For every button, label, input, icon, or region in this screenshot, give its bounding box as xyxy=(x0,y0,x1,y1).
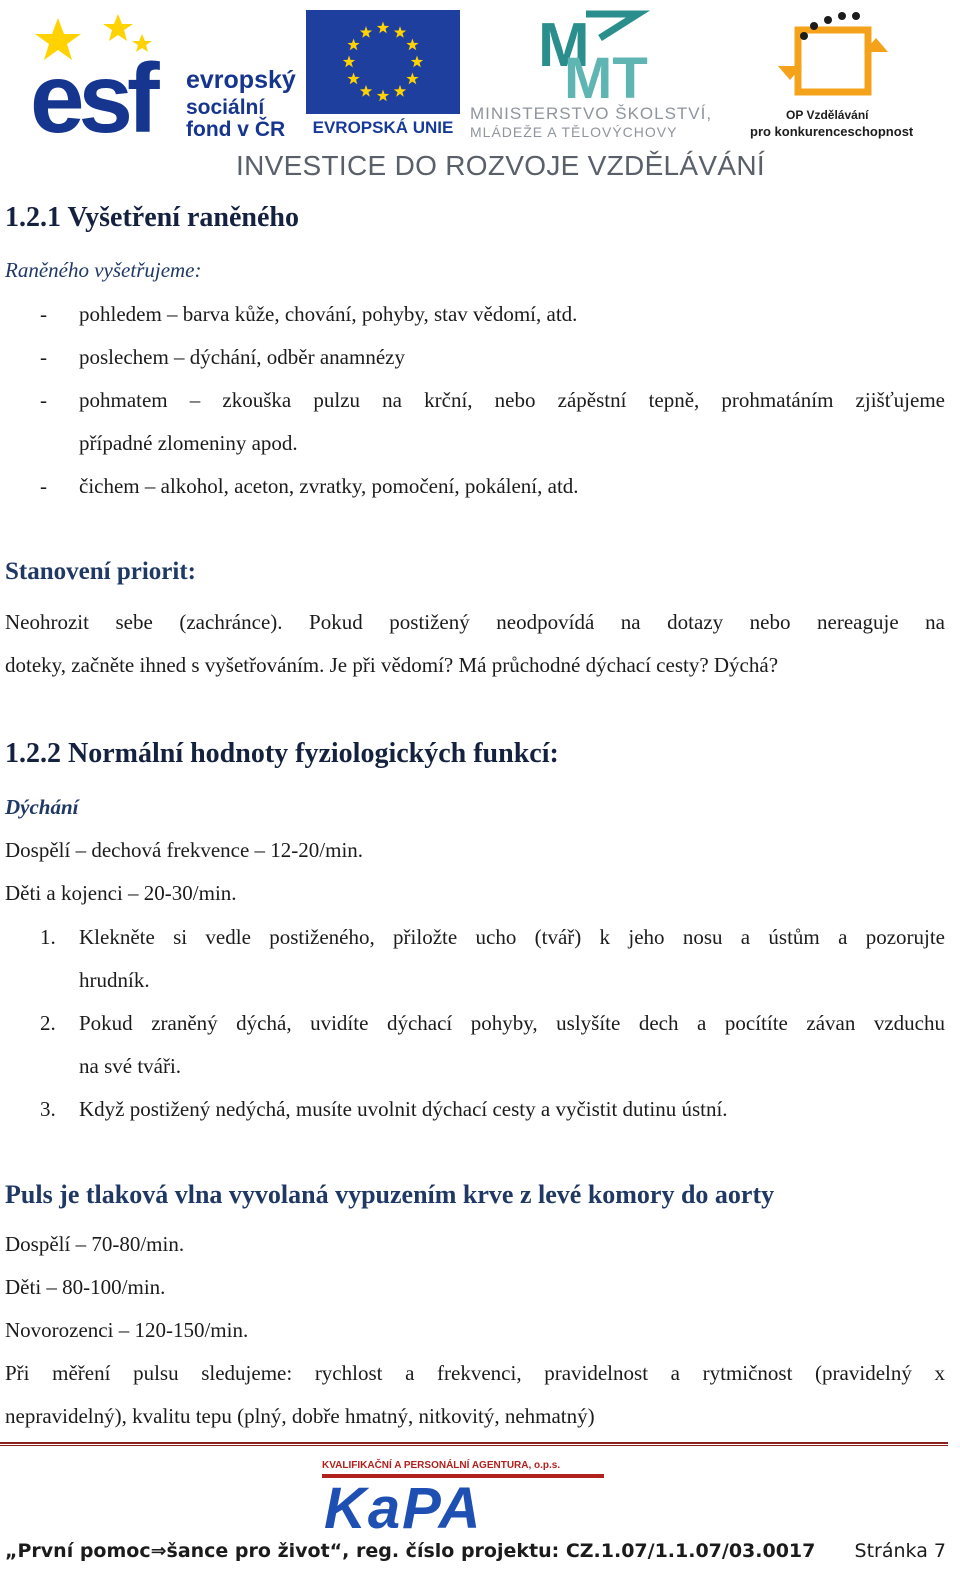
eu-flag-icon xyxy=(306,10,460,114)
priorities-line-1: Neohrozit sebe (zachránce). Pokud postižený neodpovídá na dotazy nebo nereaguje na xyxy=(5,610,945,634)
step-1-line-1: Klekněte si vedle postiženého, přiložte ucho (tvář) k jeho nosu a ústům a pozorujte xyxy=(79,925,945,949)
msmt-line-1: MINISTERSTVO ŠKOLSTVÍ, xyxy=(470,104,713,123)
step-1-line-2: hrudník. xyxy=(79,968,150,992)
step-number: 3. xyxy=(40,1097,56,1121)
step-2-line-1: Pokud zraněný dýchá, uvidíte dýchací pohyby, uslyšíte dech a pocítíte závan vzduchu xyxy=(79,1011,945,1035)
op-mark-icon xyxy=(748,8,950,108)
footer-project-info xyxy=(5,1540,815,1562)
esf-word-1: evropský xyxy=(186,66,296,94)
msmt-logo xyxy=(468,8,740,138)
pulse-newborns: Novorozenci – 120-150/min. xyxy=(5,1318,249,1342)
bullet-dash: - xyxy=(40,345,47,369)
bullet-4-text: čichem – alkohol, aceton, zvratky, pomočení, pokálení, atd. xyxy=(79,474,579,498)
eu-logo xyxy=(306,10,460,138)
svg-text:M: M xyxy=(538,11,590,80)
bullet-dash: - xyxy=(40,302,47,326)
msmt-line-2: MLÁDEŽE A TĚLOVÝCHOVY xyxy=(470,124,678,140)
kapa-caption: KVALIFIKAČNÍ A PERSONÁLNÍ AGENTURA, o.p.s. xyxy=(322,1460,561,1471)
bullet-3-line-2: případné zlomeniny apod. xyxy=(79,431,298,455)
msmt-mark-icon xyxy=(468,8,740,104)
page-number: Stránka 7 xyxy=(854,1540,946,1562)
bullet-2-text: poslechem – dýchání, odběr anamnézy xyxy=(79,345,405,369)
step-2-line-2: na své tváři. xyxy=(79,1054,182,1078)
section-2-title: 1.2.2 Normální hodnoty fyziologických funkcí: xyxy=(5,738,559,769)
esf-mark-icon xyxy=(30,8,160,138)
footer-title: „První pomoc xyxy=(5,1540,151,1562)
bullet-3-line-1: pohmatem – zkouška pulzu na krční, nebo zápěstní tepně, prohmatáním zjišťujeme xyxy=(79,388,945,412)
pulse-line-1: Při měření pulsu sledujeme: rychlost a frekvenci, pravidelnost a rytmičnost (pravidelný x xyxy=(5,1361,945,1385)
esf-word-2: sociální xyxy=(186,96,265,119)
breathing-adults: Dospělí – dechová frekvence – 12-20/min. xyxy=(5,838,364,862)
pulse-title: Puls je tlaková vlna vyvolaná vypuzením krve z levé komory do aorty xyxy=(5,1180,775,1209)
step-number: 1. xyxy=(40,925,56,949)
investice-banner: INVESTICE DO ROZVOJE VZDĚLÁVÁNÍ xyxy=(236,150,765,181)
bullet-1-text: pohledem – barva kůže, chování, pohyby, stav vědomí, atd. xyxy=(79,302,578,326)
arrow-right-icon: ⇒ xyxy=(150,1540,167,1562)
footer-rule xyxy=(0,1442,948,1446)
op-logo xyxy=(748,8,950,142)
eu-caption: EVROPSKÁ UNIE xyxy=(312,118,454,137)
priorities-line-2: doteky, začněte ihned s vyšetřováním. Je při vědomí? Má průchodné dýchací cesty? Dýchá? xyxy=(5,653,779,677)
logo-band xyxy=(0,0,960,195)
svg-text:MT: MT xyxy=(564,46,648,104)
section-1-title: 1.2.1 Vyšetření raněného xyxy=(5,202,299,233)
kapa-wordmark: KaPA xyxy=(324,1476,483,1532)
svg-text:esf: esf xyxy=(30,43,154,138)
bullet-dash: - xyxy=(40,474,47,498)
bullet-dash: - xyxy=(40,388,47,412)
op-line-2: pro konkurenceschopnost xyxy=(750,124,914,139)
pulse-line-2: nepravidelný), kvalitu tepu (plný, dobře hmatný, nitkovitý, nehmatný) xyxy=(5,1404,595,1428)
priorities-title: Stanovení priorit: xyxy=(5,558,196,585)
breathing-children: Děti a kojenci – 20-30/min. xyxy=(5,881,237,905)
pulse-adults: Dospělí – 70-80/min. xyxy=(5,1232,185,1256)
esf-word-3: fond v ČR xyxy=(186,118,286,141)
step-3-line-1: Když postižený nedýchá, musíte uvolnit dýchací cesty a vyčistit dutinu ústní. xyxy=(79,1097,728,1121)
section-1-subtitle: Raněného vyšetřujeme: xyxy=(5,258,202,282)
esf-logo xyxy=(30,8,296,141)
breathing-title: Dýchání xyxy=(5,795,79,819)
footer-project-number: šance pro život“, reg. číslo projektu: CZ.1.07/1.1.07/03.0017 xyxy=(166,1540,816,1562)
pulse-children: Děti – 80-100/min. xyxy=(5,1275,166,1299)
step-number: 2. xyxy=(40,1011,56,1035)
op-line-1: OP Vzdělávání xyxy=(786,108,869,122)
